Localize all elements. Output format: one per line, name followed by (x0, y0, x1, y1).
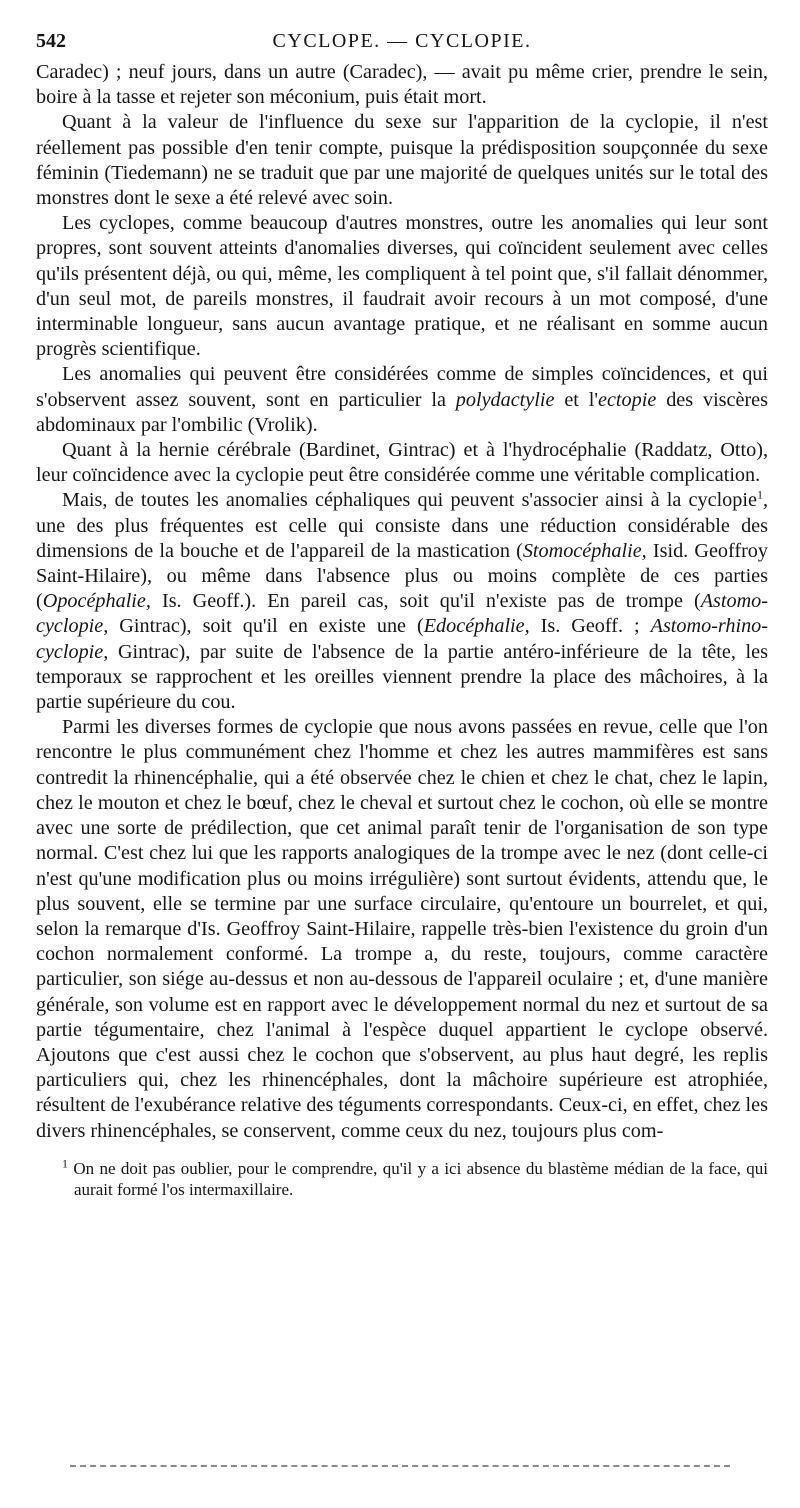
footnote-body: On ne doit pas oublier, pour le comprendre, qu'il y a ici absence du blastème médian de la face, qui aurait formé l'os intermaxillaire. (68, 1158, 768, 1199)
italic-term-ectopie: ectopie (598, 388, 657, 411)
footnote-reference[interactable]: 1 (756, 487, 763, 502)
text-run: et l' (554, 388, 599, 411)
paragraph-4 (36, 362, 768, 438)
text-run: Mais, de toutes les anomalies céphaliques qui peuvent s'associer ainsi à la cyclopie (62, 489, 757, 512)
paragraph-6 (36, 488, 768, 715)
text-run: Is. Geoff.). En pareil cas, soit qu'il n'existe pas de trompe ( (150, 590, 701, 613)
text-run: Gintrac), soit qu'il en existe une ( (108, 615, 424, 638)
italic-term-stomocephalie: Stomocéphalie, (522, 539, 647, 562)
text-run: Isid. Geoffroy Saint-Hilaire), ou même dans l'absence plus ou moins complète de ces parties ( (36, 539, 768, 613)
footnote-text (62, 1158, 768, 1200)
paragraph-5: Quant à la hernie cérébrale (Bardinet, Gintrac) et à l'hydrocéphalie (Raddatz, Otto), leur coïncidence avec la cyclopie peut être considérée comme une véritable complication. (36, 439, 768, 487)
italic-term-opocephalie: Opocéphalie, (42, 590, 151, 613)
text-run: Gintrac), par suite de l'absence de la partie antéro-inférieure de la tête, les temporaux se rapprochent et les oreilles viennent prendre la place des mâchoires, à la partie supérieure du cou. (36, 640, 768, 714)
paragraph-3: Les cyclopes, comme beaucoup d'autres monstres, outre les anomalies qui leur sont propres, sont souvent atteints d'anomalies diverses, qui coïncident seulement avec celles qu'ils présentent déjà, ou qui, même, les compliquent à tel point que, s'il fallait dénommer, d'un seul mot, de pareils monstres, il faudrait avoir recours à un mot composé, d'une interminable longueur, sans aucun avantage pratique, et ne réalisant en somme aucun progrès scientifique. (36, 212, 768, 361)
footnote (36, 1158, 768, 1200)
page-number: 542 (36, 30, 66, 52)
italic-term-astomo-rhino-cyclopie: Astomo-rhino-cyclopie, (36, 615, 768, 663)
running-title: CYCLOPE. — CYCLOPIE. (272, 30, 532, 52)
text-run: , une des plus fréquentes est celle qui consiste dans une réduction considérable des dimensions de la bouche et de l'appareil de la mastication ( (36, 489, 768, 562)
page (36, 30, 768, 1200)
footnote-marker: 1 (62, 1156, 68, 1171)
italic-term-polydactylie: polydactylie (455, 388, 555, 411)
italic-term-astomo-cyclopie: Astomo-cyclopie, (36, 590, 768, 638)
body-text (36, 60, 768, 1144)
running-head (36, 30, 768, 60)
footer-dotted-rule (70, 1465, 730, 1467)
text-run: des viscères abdominaux par l'ombilic (Vrolik). (36, 388, 768, 436)
paragraph-7: Parmi les diverses formes de cyclopie que nous avons passées en revue, celle que l'on rencontre le plus communément chez l'homme et chez les autres mammifères est sans contredit la rhinencéphalie, qui a été observée chez le chien et chez le chat, chez le lapin, chez le mouton et chez le bœuf, chez le cheval et surtout chez le cochon, où elle se montre avec une sorte de prédilection, que cet animal paraît tenir de l'organisation de son type normal. C'est chez lui que les rapports analogiques de la trompe avec le nez (dont celle-ci n'est qu'une modification plus ou moins irrégulière) sont surtout évidents, attendu que, le plus souvent, elle se termine par une surface circulaire, qu'entoure un bourrelet, et qui, selon la remarque d'Is. Geoffroy Saint-Hilaire, rappelle très-bien l'existence du groin d'un cochon normalement conformé. La trompe a, du reste, toujours, comme caractère particulier, son siége au-dessus et non au-dessous de l'appareil oculaire ; et, d'une manière générale, son volume est en rapport avec le développement normal du nez et surtout de sa partie tégumentaire, chez l'animal à l'espèce duquel appartient le cyclope observé. Ajoutons que c'est aussi chez le cochon que s'observent, au plus haut degré, les replis particuliers qui, chez les rhinencéphales, dont la mâchoire supérieure est atrophiée, résultent de l'exubérance relative des téguments correspondants. Ceux-ci, en effet, chez les divers rhinencéphales, se conservent, comme ceux du nez, toujours plus com- (36, 716, 768, 1142)
text-run: Is. Geoff. ; (529, 615, 651, 638)
text-run: Les anomalies qui peuvent être considérées comme de simples coïncidences, et qui s'observent assez souvent, sont en particulier la (36, 363, 768, 411)
paragraph-1: Caradec) ; neuf jours, dans un autre (Caradec), — avait pu même crier, prendre le sein, boire à la tasse et rejeter son méconium, puis était mort. (36, 61, 768, 109)
italic-term-edocephalie: Edocéphalie, (423, 615, 530, 638)
paragraph-2: Quant à la valeur de l'influence du sexe sur l'apparition de la cyclopie, il n'est réellement pas possible d'en tenir compte, puisque la prédisposition soupçonnée du sexe féminin (Tiedemann) ne se traduit que par une majorité de quelques unités sur le total des monstres dont le sexe a été relevé avec soin. (36, 111, 768, 210)
